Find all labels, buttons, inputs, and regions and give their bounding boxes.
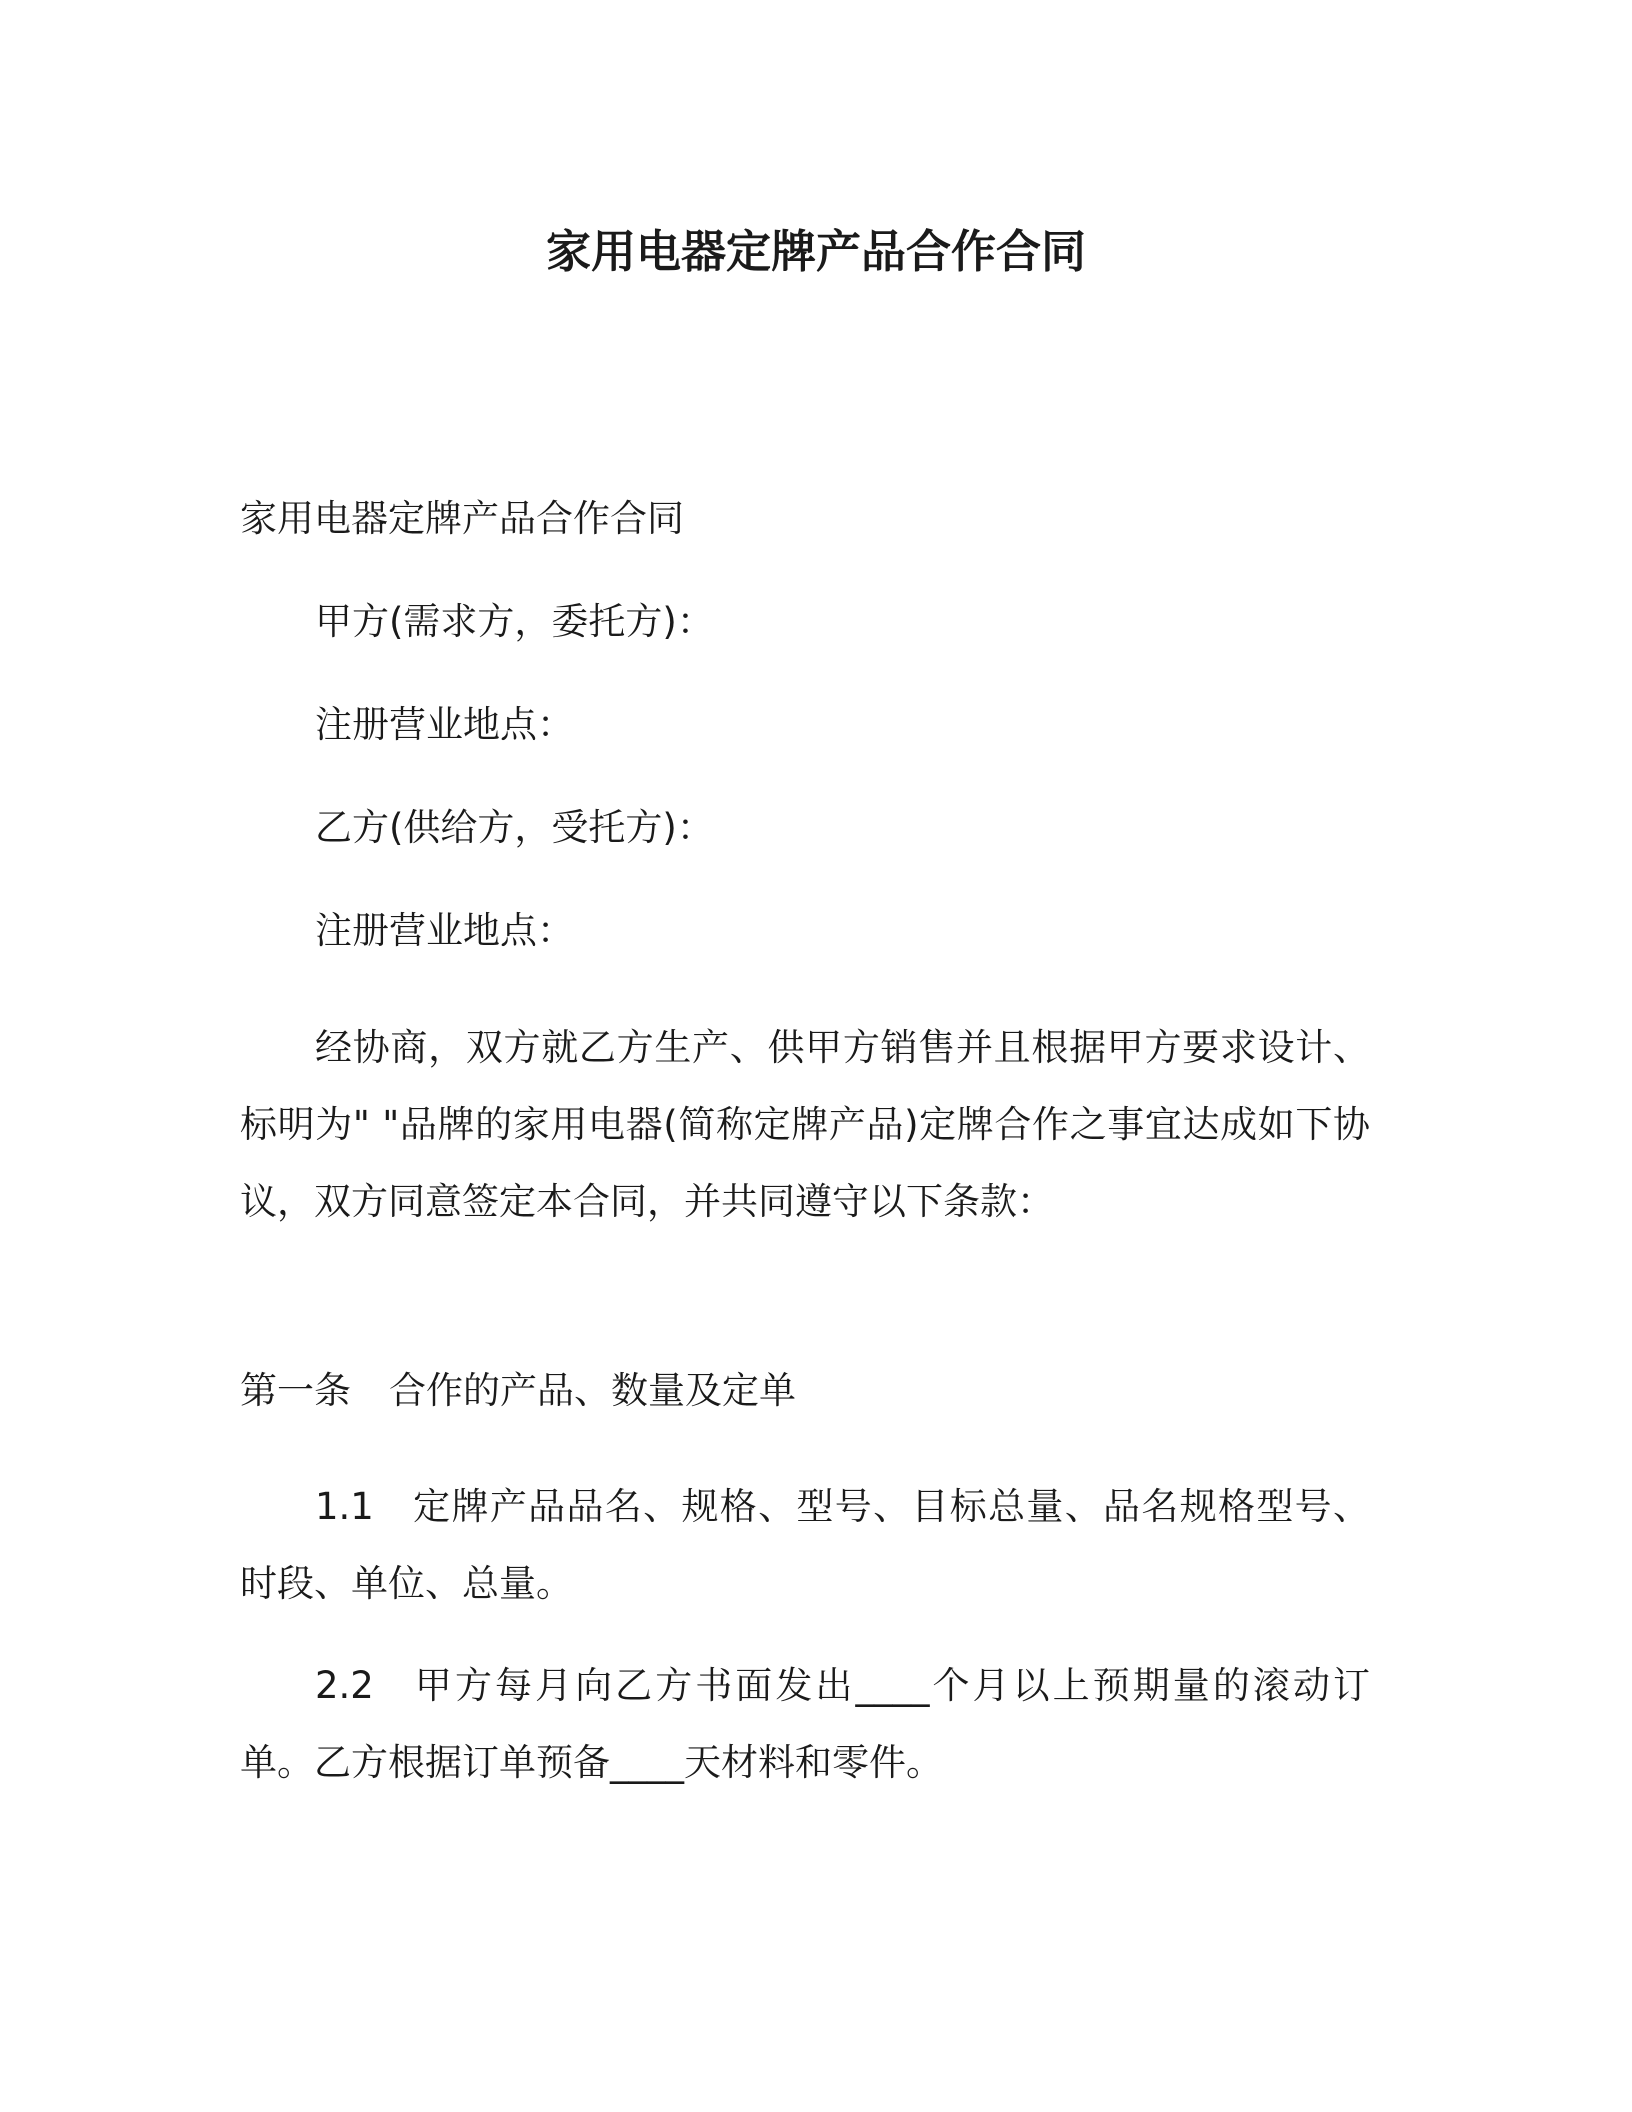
- clause-2-2-text: 甲方每月向乙方书面发出____个月以上预期量的滚动订单。乙方根据订单预备____天材料和零件。: [240, 1664, 1370, 1784]
- clause-1-1-text: 定牌产品品名、规格、型号、目标总量、品名规格型号、时段、单位、总量。: [240, 1485, 1370, 1605]
- document-title: 家用电器定牌产品合作合同: [545, 225, 1086, 278]
- article-1-number: 第一条: [240, 1369, 351, 1412]
- preamble-paragraph: 经协商，双方就乙方生产、供甲方销售并且根据甲方要求设计、标明为" "品牌的家用电器(简称定牌产品)定牌合作之事宜达成如下协议，双方同意签定本合同，并共同遵守以下条款：: [240, 1026, 1370, 1223]
- clause-2-2: [240, 1647, 1370, 1801]
- article-1-heading: [240, 1366, 796, 1416]
- party-b-label: 乙方(供给方，受托方)：: [315, 806, 714, 849]
- document-subtitle: 家用电器定牌产品合作合同: [240, 497, 684, 540]
- party-b-address-label: 注册营业地点：: [315, 909, 574, 952]
- party-a-label: 甲方(需求方，委托方)：: [315, 600, 714, 643]
- clause-1-1: [240, 1468, 1370, 1622]
- clause-2-2-number: 2.2: [315, 1664, 374, 1707]
- article-1-title: 合作的产品、数量及定单: [389, 1369, 796, 1412]
- party-a-address-label: 注册营业地点：: [315, 703, 574, 746]
- clause-1-1-number: 1.1: [315, 1485, 374, 1528]
